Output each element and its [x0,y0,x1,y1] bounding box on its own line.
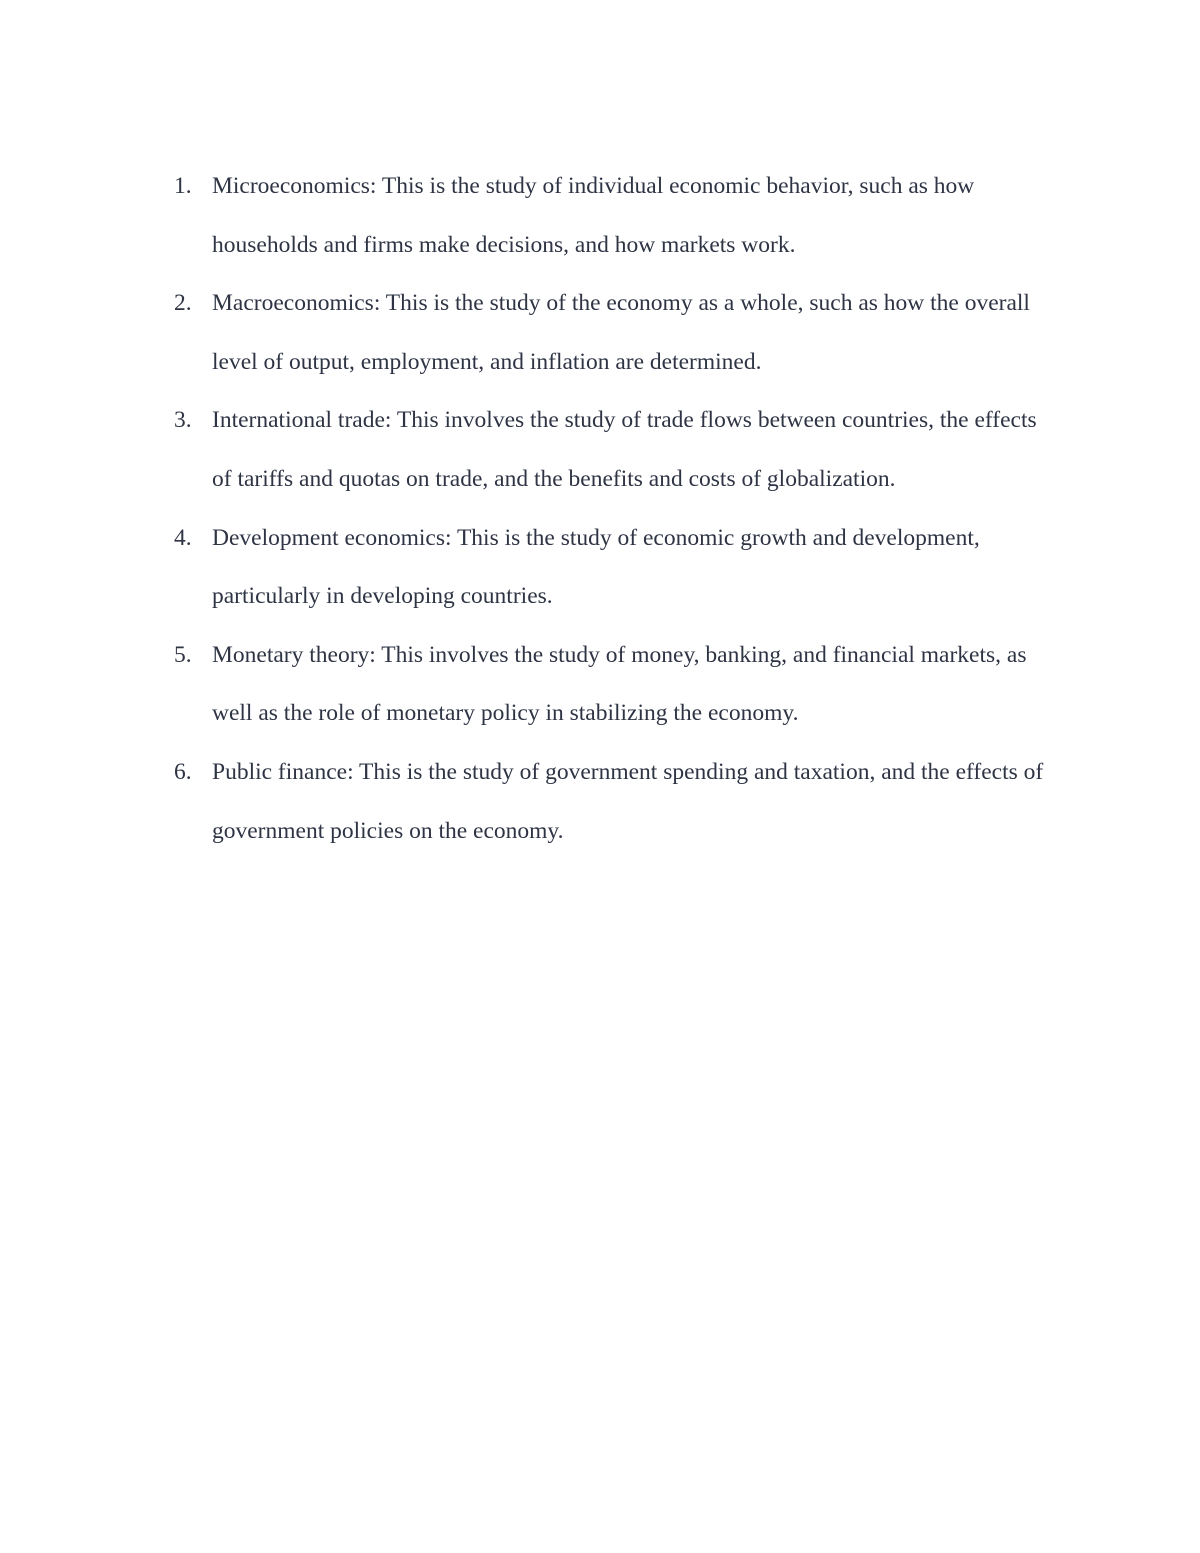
list-item-number: 4. [174,524,192,551]
list-item [170,157,1060,274]
list-item [170,509,1060,626]
list-item-number: 2. [174,290,192,317]
list-item-number: 6. [174,758,192,785]
list-item [170,391,1060,508]
list-item-number: 5. [174,641,192,668]
list-item-text: Development economics: This is the study of economic growth and development, particularly in developing countries. [212,524,980,610]
list-item-number: 1. [174,173,192,199]
list-item-text: Microeconomics: This is the study of individual economic behavior, such as how households and firms make decisions, and how markets work. [212,173,975,258]
list-item-text: Macroeconomics: This is the study of the economy as a whole, such as how the overall level of output, employment, and inflation are determined. [212,290,1030,375]
numbered-list [170,157,1060,860]
list-item-text: International trade: This involves the study of trade flows between countries, the effects of tariffs and quotas on trade, and the benefits and costs of globalization. [212,407,1037,492]
list-item [170,274,1060,391]
list-item-number: 3. [174,407,192,434]
list-item [170,626,1060,743]
list-item-text: Monetary theory: This involves the study of money, banking, and financial markets, as well as the role of monetary policy in stabilizing the economy. [212,641,1027,727]
list-item-text: Public finance: This is the study of government spending and taxation, and the effects of government policies on the economy. [212,758,1044,844]
list-item [170,743,1060,860]
